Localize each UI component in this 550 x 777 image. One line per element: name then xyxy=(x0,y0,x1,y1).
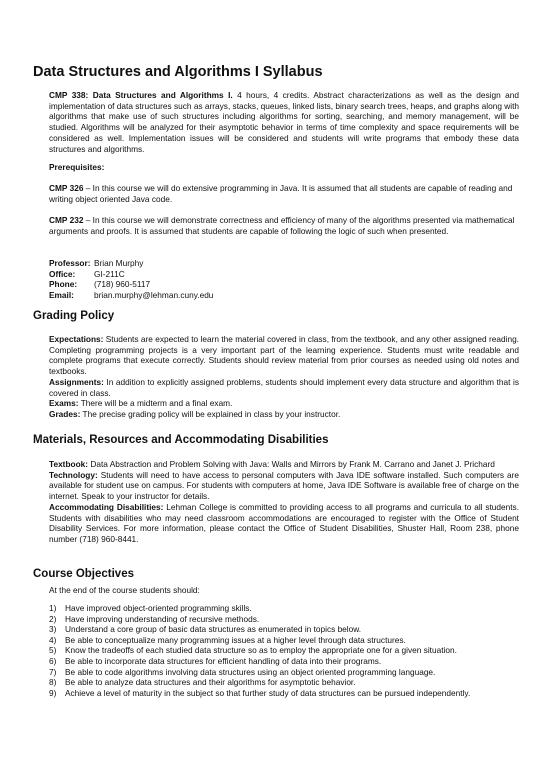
grading-text: Students are expected to learn the material covered in class, from the textbook, and any other assigned reading. Completing programming projects is a very important part of the learning experience. Students must write readable and complete programs that execute correctly. Students should review material from prior courses as needed using old notes and textbooks. xyxy=(49,334,519,377)
grading-label: Assignments: xyxy=(49,376,104,387)
materials-item xyxy=(49,470,519,502)
grading-label: Grades: xyxy=(49,408,81,419)
list-text: Have improving understanding of recursive methods. xyxy=(65,613,260,624)
list-text: Achieve a level of maturity in the subject so that further study of data structures can be pursued independently. xyxy=(65,687,471,698)
contact-block xyxy=(49,258,213,301)
prereq-text: – In this course we will do extensive programming in Java. It is assumed that all students are capable of reading and writing object oriented Java code. xyxy=(49,183,513,204)
materials-heading: Materials, Resources and Accommodating Disabilities xyxy=(33,434,329,446)
contact-row xyxy=(49,258,213,269)
list-item xyxy=(49,688,519,699)
prereq-item xyxy=(49,183,519,204)
contact-value: GI-211C xyxy=(94,268,125,279)
prereq-text: – In this course we will demonstrate correctness and efficiency of many of the algorithms presented via mathematical arguments and proofs. It is assumed that students are capable of following the logic of such when presented. xyxy=(49,215,515,236)
materials-label: Textbook: xyxy=(49,459,89,469)
grading-label: Exams: xyxy=(49,398,79,409)
prereq-code: CMP 232 xyxy=(49,215,84,225)
grading-item xyxy=(49,334,519,377)
list-item xyxy=(49,656,519,667)
materials-label: Technology: xyxy=(49,469,98,480)
list-text: Have improved object-oriented programming skills. xyxy=(65,603,252,613)
list-number: 8) xyxy=(49,677,57,688)
grading-item xyxy=(49,377,519,398)
materials-text: Lehman College is committed to providing access to all programs and curricula to all students. Students with disabilities who may need classroom accommodations are encouraged to register with the Office of Student Disability Services. For more information, please contact the Office of Student Disabilities, Shuster Hall, Room 238, phone number (718) 960-8441. xyxy=(49,501,520,544)
contact-row xyxy=(49,290,213,301)
materials-item xyxy=(49,459,519,470)
grading-item xyxy=(49,398,519,409)
list-item xyxy=(49,603,519,614)
list-item xyxy=(49,624,519,635)
contact-label: Phone: xyxy=(49,279,78,290)
materials-block xyxy=(49,459,519,545)
contact-value[interactable]: brian.murphy@lehman.cuny.edu xyxy=(94,290,214,301)
materials-label: Accommodating Disabilities: xyxy=(49,501,164,512)
list-text: Know the tradeoffs of each studied data structure so as to employ the appropriate one for a given situation. xyxy=(65,645,457,656)
course-description xyxy=(49,90,519,154)
list-text: Be able to incorporate data structures for efficient handling of data into their programs. xyxy=(65,655,382,666)
objectives-intro: At the end of the course students should: xyxy=(49,585,200,595)
list-item xyxy=(49,667,519,678)
list-number: 3) xyxy=(49,624,57,635)
list-number: 6) xyxy=(49,655,57,666)
list-number: 9) xyxy=(49,687,57,698)
prerequisites-heading: Prerequisites: xyxy=(49,162,105,172)
list-text: Be able to conceptualize many programming issues at a higher level through data structures. xyxy=(65,634,406,645)
list-text: Understand a core group of basic data structures as enumerated in topics below. xyxy=(65,624,362,635)
prereq-code: CMP 326 xyxy=(49,183,84,193)
contact-label: Email: xyxy=(49,290,74,301)
grading-label: Expectations: xyxy=(49,334,104,344)
grading-text: There will be a midterm and a final exam. xyxy=(80,398,233,409)
list-number: 7) xyxy=(49,666,57,677)
grading-text: In addition to explicitly assigned problems, students should implement every data structure and algorithm that is covered in class. xyxy=(49,376,519,398)
list-item xyxy=(49,614,519,625)
grading-heading: Grading Policy xyxy=(33,310,115,322)
objectives-list xyxy=(49,603,519,698)
list-number: 2) xyxy=(49,613,57,624)
list-text: Be able to code algorithms involving data structures using an object oriented programming language. xyxy=(65,666,436,677)
list-item xyxy=(49,635,519,646)
course-code-title: CMP 338: Data Structures and Algorithms I. xyxy=(49,90,233,100)
materials-item xyxy=(49,502,519,545)
contact-row xyxy=(49,279,213,290)
materials-text: Students will need to have access to personal computers with Java IDE software installed. Such computers are available for student use on campus. For students with computers at home, Java IDE Software is available free of charge on the internet. Speak to your instructor for details. xyxy=(49,469,519,502)
list-text: Be able to analyze data structures and their algorithms for asymptotic behavior. xyxy=(65,677,356,688)
page-title: Data Structures and Algorithms I Syllabus xyxy=(33,64,323,80)
list-item xyxy=(49,645,519,656)
contact-row xyxy=(49,269,213,280)
list-number: 1) xyxy=(49,603,57,613)
contact-label: Office: xyxy=(49,268,76,279)
contact-label: Professor: xyxy=(49,258,91,268)
grading-text: The precise grading policy will be explained in class by your instructor. xyxy=(82,408,341,419)
course-description-text: 4 hours, 4 credits. Abstract characterizations as well as the design and implementation of data structures such as arrays, stacks, queues, linked lists, binary search trees, heaps, and graphs along with algorithms that make use of such structures including algorithms for sorting, searching, and memory management, will be studied. Algorithms will be analyzed for their asymptotic behavior in terms of time complexity and space requirements will be considered as well. Implementation issues will be considered and students will write programs that embody these data structures and algorithms. xyxy=(49,90,519,154)
contact-value: Brian Murphy xyxy=(94,258,144,268)
grading-block xyxy=(49,334,519,420)
prereq-item xyxy=(49,215,519,236)
list-number: 5) xyxy=(49,645,57,656)
grading-item xyxy=(49,409,519,420)
list-number: 4) xyxy=(49,634,57,645)
materials-text: Data Abstraction and Problem Solving with Java: Walls and Mirrors by Frank M. Carrano and Janet J. Prichard xyxy=(90,459,495,469)
list-item xyxy=(49,677,519,688)
objectives-heading: Course Objectives xyxy=(33,568,134,580)
contact-value: (718) 960-5117 xyxy=(94,279,151,290)
